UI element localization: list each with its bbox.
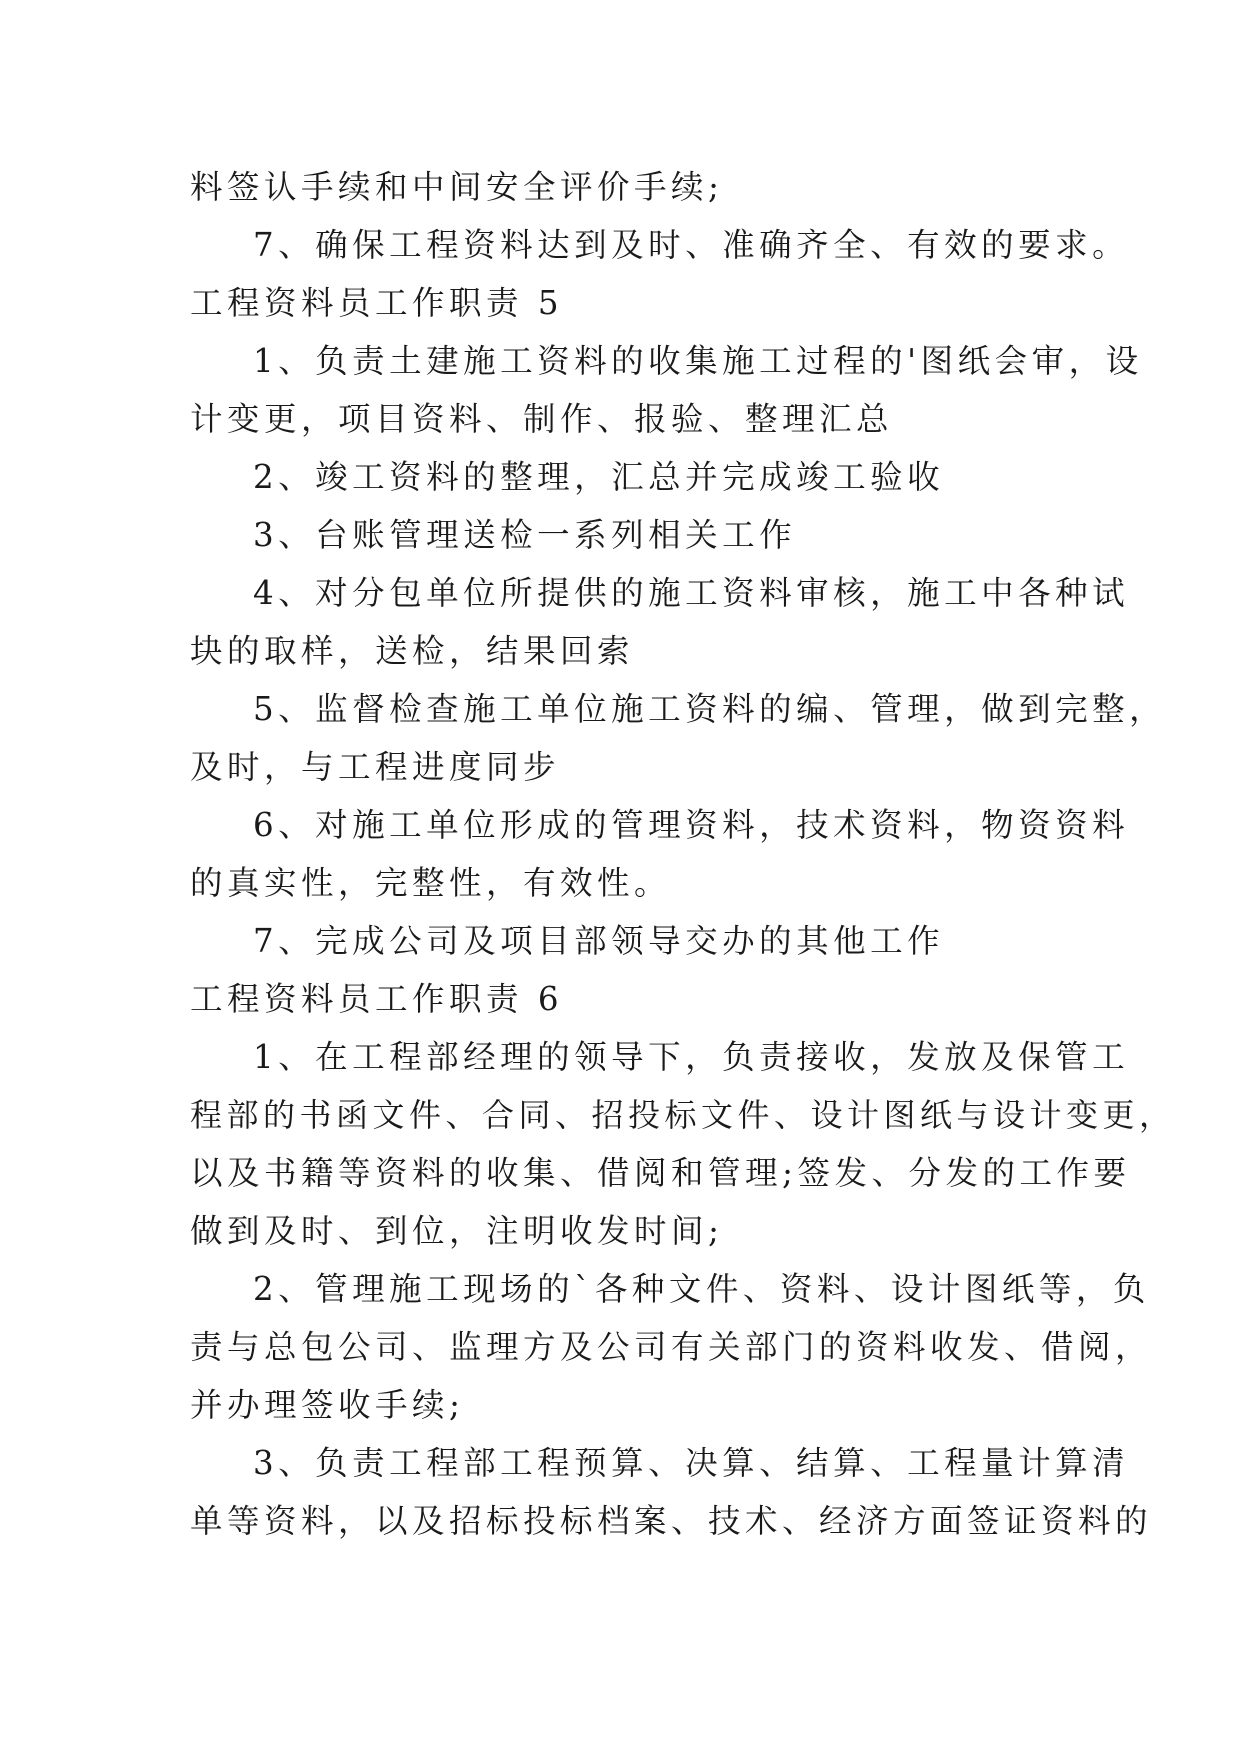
- paragraph-line: 4、对分包单位所提供的施工资料审核，施工中各种试: [253, 574, 1130, 612]
- paragraph-line: 3、负责工程部工程预算、决算、结算、工程量计算清: [253, 1444, 1130, 1482]
- paragraph-line: 单等资料，以及招标投标档案、技术、经济方面签证资料的: [190, 1502, 1153, 1540]
- paragraph-line: 7、确保工程资料达到及时、准确齐全、有效的要求。: [253, 226, 1130, 264]
- paragraph-line: 程部的书函文件、合同、招投标文件、设计图纸与设计变更，: [190, 1096, 1176, 1134]
- section-heading: 工程资料员工作职责 5: [190, 284, 564, 322]
- paragraph-line: 5、监督检查施工单位施工资料的编、管理，做到完整，: [253, 690, 1167, 728]
- paragraph-line: 以及书籍等资料的收集、借阅和管理;签发、分发的工作要: [190, 1154, 1131, 1192]
- paragraph-line: 7、完成公司及项目部领导交办的其他工作: [253, 922, 945, 960]
- paragraph-line: 的真实性，完整性，有效性。: [190, 864, 672, 902]
- paragraph-line: 料签认手续和中间安全评价手续;: [190, 168, 724, 206]
- section-heading: 工程资料员工作职责 6: [190, 980, 564, 1018]
- paragraph-line: 1、在工程部经理的领导下，负责接收，发放及保管工: [253, 1038, 1130, 1076]
- paragraph-line: 2、竣工资料的整理，汇总并完成竣工验收: [253, 458, 945, 496]
- paragraph-line: 块的取样，送检，结果回索: [190, 632, 635, 670]
- paragraph-line: 做到及时、到位，注明收发时间;: [190, 1212, 724, 1250]
- paragraph-line: 及时，与工程进度同步: [190, 748, 561, 786]
- paragraph-line: 1、负责土建施工资料的收集施工过程的'图纸会审，设: [253, 342, 1143, 380]
- paragraph-line: 计变更，项目资料、制作、报验、整理汇总: [190, 400, 894, 438]
- paragraph-line: 并办理签收手续;: [190, 1386, 465, 1424]
- paragraph-line: 责与总包公司、监理方及公司有关部门的资料收发、借阅，: [190, 1328, 1153, 1366]
- paragraph-line: 6、对施工单位形成的管理资料，技术资料，物资资料: [253, 806, 1130, 844]
- paragraph-line: 3、台账管理送检一系列相关工作: [253, 516, 797, 554]
- paragraph-line: 2、管理施工现场的`各种文件、资料、设计图纸等，负: [253, 1270, 1150, 1308]
